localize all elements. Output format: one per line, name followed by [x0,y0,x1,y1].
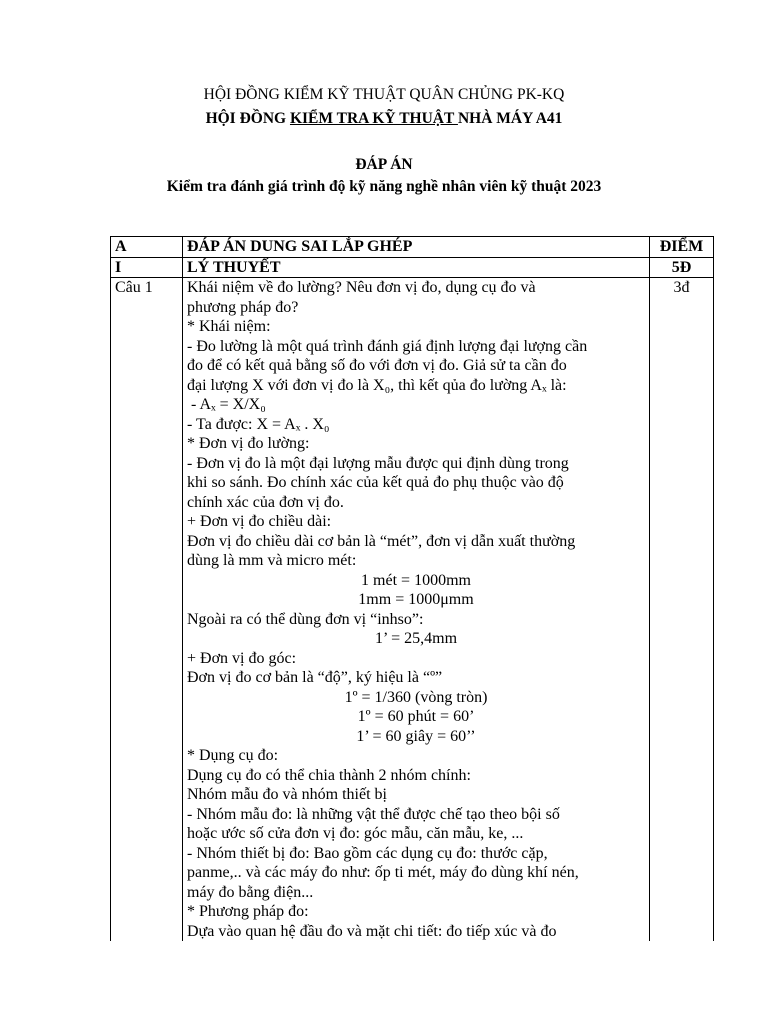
section-score: 5Đ [650,257,714,278]
table-header-row [111,237,714,258]
answer-table [110,236,714,941]
col-score-header: ĐIỂM [650,237,714,258]
answer-line-centered: 1º = 60 phút = 60’ [357,708,475,725]
answer-line-centered: 1’ = 25,4mm [374,630,458,647]
answer-line: + Đơn vị đo góc: [187,649,297,667]
answer-line: * Dụng cụ đo: [187,747,279,764]
header-factory-prefix: HỘI ĐỒNG [205,110,290,127]
answer-line: máy đo bằng điện... [187,883,314,901]
answer-line: Đơn vị đo chiều dài cơ bản là “mét”, đơn vị dẫn xuất thường [187,532,576,550]
header-factory-council [0,110,768,128]
doc-subtitle: Kiểm tra đánh giá trình độ kỹ năng nghề nhân viên kỹ thuật 2023 [166,178,602,195]
answer-line: - Nhóm mẫu đo: là những vật thể được chế tạo theo bội số [187,805,560,823]
section-number: I [111,257,183,278]
answer-line: - Ta được: X = Aₓ . X₀ [187,415,330,433]
answer-line-centered: 1’ = 60 giây = 60’’ [356,727,476,745]
answer-line: - Nhóm thiết bị đo: Bao gồm các dụng cụ đo: thước cặp, [187,844,548,862]
answer-line: * Đơn vị đo lường: [187,435,310,452]
answer-line: Dụng cụ đo có thể chia thành 2 nhóm chính: [187,766,471,784]
answer-line: khi so sánh. Đo chính xác của kết quả đo phụ thuộc vào độ [187,474,564,491]
answer-line: dùng là mm và micro mét: [187,552,357,569]
answer-line: Nhóm mẫu đo và nhóm thiết bị [187,786,387,803]
answer-line-centered: 1mm = 1000μmm [358,591,474,608]
doc-title: ĐÁP ÁN [355,156,413,173]
question-label: Câu 1 [111,278,183,942]
answer-line: phương pháp đo? [187,298,299,316]
answer-line: - Đo lường là một quá trình đánh giá định lượng đại lượng cần [187,337,588,355]
answer-line: Khái niệm về đo lường? Nêu đơn vị đo, dụng cụ đo và [187,279,536,296]
answer-line: đo để có kết quả bằng số đo với đơn vị đo. Giả sử ta cần đo [187,357,567,374]
answer-line: - Aₓ = X/X₀ [187,396,266,413]
col-answer-header: ĐÁP ÁN DUNG SAI LẮP GHÉP [183,237,650,258]
section-title: LÝ THUYẾT [183,257,650,278]
header-factory-suffix: NHÀ MÁY A41 [457,110,563,127]
answer-line: Dựa vào quan hệ đầu đo và mặt chi tiết: đo tiếp xúc và đo [187,922,557,940]
header-factory-underlined: KIỂM TRA KỸ THUẬT [289,110,458,127]
answer-line-centered: 1 mét = 1000mm [361,571,471,589]
answer-line: Đơn vị đo cơ bản là “độ”, ký hiệu là “º” [187,669,443,686]
answer-line: Ngoài ra có thể dùng đơn vị “inhso”: [187,610,424,628]
answer-line: + Đơn vị đo chiều dài: [187,513,332,530]
answer-line: chính xác của đơn vị đo. [187,493,344,511]
answer-line-centered: 1º = 1/360 (vòng tròn) [344,688,488,706]
question-row [111,278,714,942]
header-council: HỘI ĐỒNG KIỂM KỸ THUẬT QUÂN CHỦNG PK-KQ [203,86,565,103]
section-row [111,257,714,278]
col-section-header: A [111,237,183,258]
answer-line: - Đơn vị đo là một đại lượng mẫu được qui định dùng trong [187,454,569,472]
answer-line: panme,.. và các máy đo như: ốp ti mét, máy đo dùng khí nén, [187,864,579,881]
answer-line: đại lượng X với đơn vị đo là X₀, thì kết qủa đo lường Aₓ là: [187,376,567,394]
answer-line: * Phương pháp đo: [187,903,309,920]
answer-line: hoặc ước số cửa đơn vị đo: góc mẫu, căn mẫu, ke, ... [187,825,524,842]
question-score: 3đ [650,278,714,942]
answer-line: * Khái niệm: [187,318,271,335]
question-answer [183,278,650,942]
